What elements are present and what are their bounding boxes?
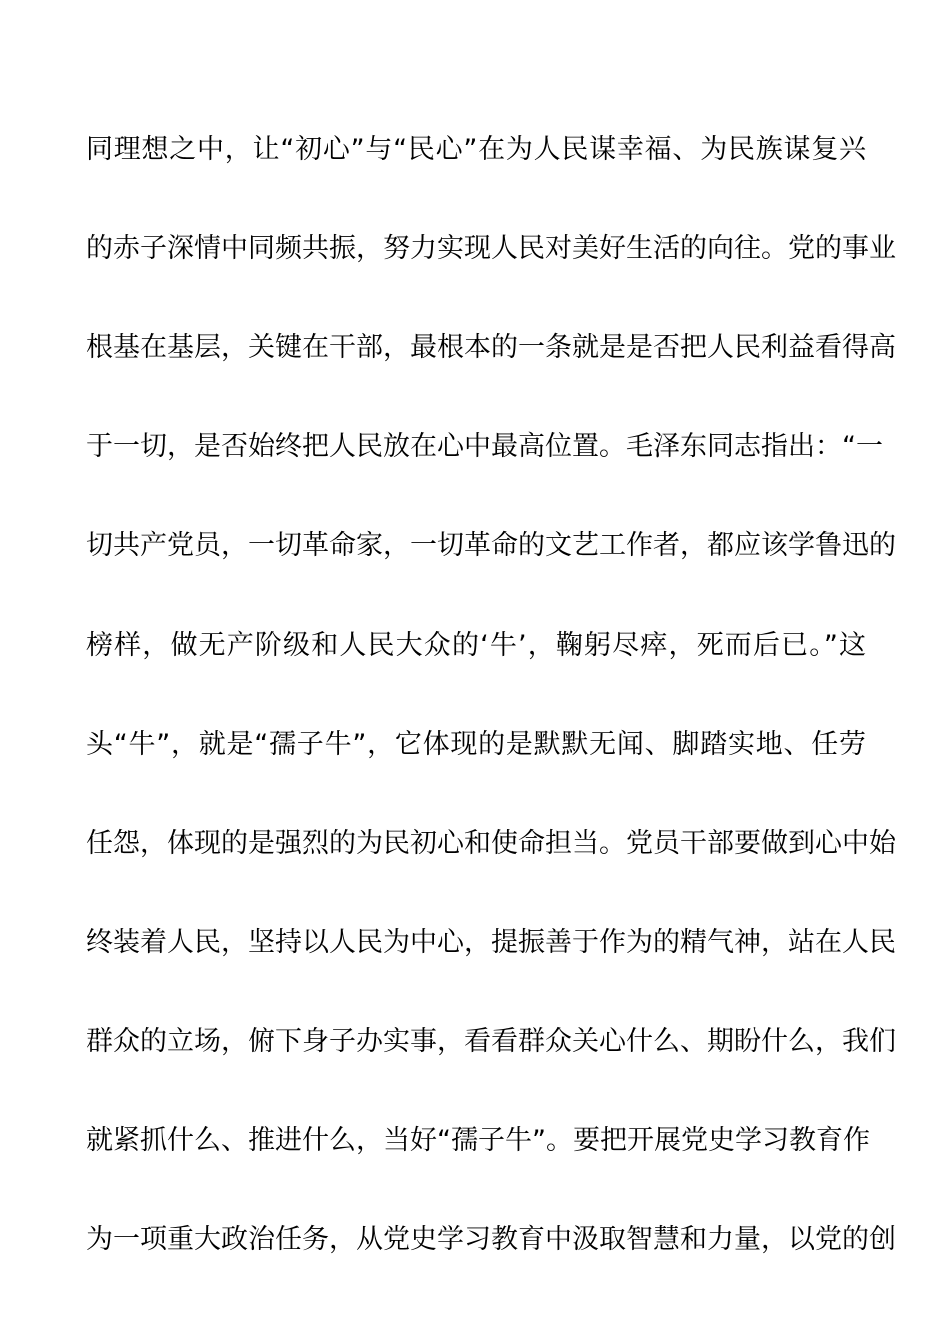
body-text-line: 切共产党员，一切革命家，一切革命的文艺工作者，都应该学鲁迅的 — [86, 530, 896, 561]
body-text-line: 群众的立场，俯下身子办实事，看看群众关心什么、期盼什么，我们 — [86, 1026, 896, 1057]
body-text-line: 头“牛”，就是“孺子牛”，它体现的是默默无闻、脚踏实地、任劳 — [86, 729, 866, 760]
body-text-line: 榜样，做无产阶级和人民大众的‘牛’，鞠躬尽瘁，死而后已。”这 — [86, 630, 866, 661]
body-text-line: 于一切，是否始终把人民放在心中最高位置。毛泽东同志指出：“一 — [86, 431, 883, 462]
body-text-line: 为一项重大政治任务，从党史学习教育中汲取智慧和力量，以党的创 — [86, 1224, 896, 1255]
body-text-line: 的赤子深情中同频共振，努力实现人民对美好生活的向往。党的事业 — [86, 233, 896, 264]
body-text-line: 终装着人民，坚持以人民为中心，提振善于作为的精气神，站在人民 — [86, 927, 896, 958]
body-text-line: 同理想之中，让“初心”与“民心”在为人民谋幸福、为民族谋复兴 — [86, 134, 866, 165]
body-text-line: 任怨，体现的是强烈的为民初心和使命担当。党员干部要做到心中始 — [86, 828, 896, 859]
body-text-line: 就紧抓什么、推进什么，当好“孺子牛”。要把开展党史学习教育作 — [86, 1125, 870, 1156]
body-text-line: 根基在基层，关键在干部，最根本的一条就是是否把人民利益看得高 — [86, 332, 896, 363]
